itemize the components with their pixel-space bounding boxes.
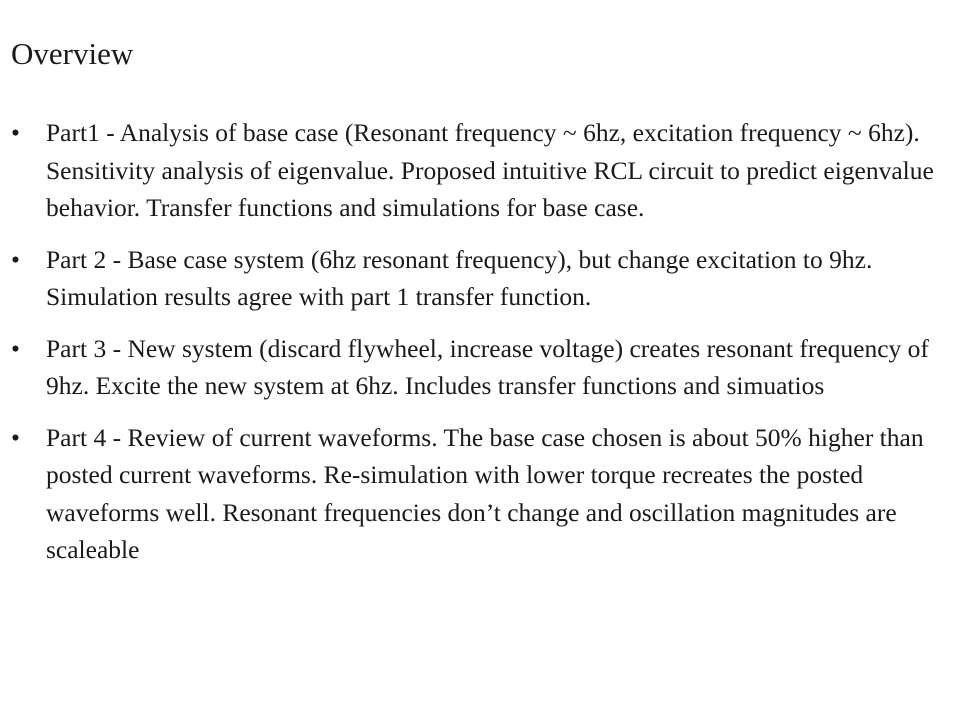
bullet-item-2: [0, 241, 960, 316]
bullet-text: Part 2 - Base case system (6hz resonant frequency), but change excitation to 9hz. Simulation results agree with part 1 transfer function.: [46, 244, 873, 311]
bullet-icon: •: [11, 118, 20, 147]
bullet-icon: •: [11, 422, 20, 452]
bullet-text: Part 3 - New system (discard flywheel, increase voltage) creates resonant frequency of 9hz. Excite the new system at 6hz. Includes transfer functions and simuatios: [46, 333, 929, 400]
bullet-icon: •: [11, 244, 20, 274]
bullet-icon: •: [11, 333, 20, 363]
bullet-item-4: [0, 419, 960, 569]
bullet-item-3: [0, 330, 960, 405]
bullet-list: [0, 114, 960, 583]
slide-title: Overview: [11, 36, 134, 71]
bullet-text: Part1 - Analysis of base case (Resonant frequency ~ 6hz, excitation frequency ~ 6hz). Sensitivity analysis of eigenvalue. Proposed intuitive RCL circuit to predict eigenvalue behavior. Transfer functions and simulations for base case.: [46, 118, 934, 222]
bullet-text: Part 4 - Review of current waveforms. The base case chosen is about 50% higher than posted current waveforms. Re-simulation with lower torque recreates the posted waveforms well. Resonant frequencies don’t change and oscillation magnitudes are scaleable: [46, 422, 924, 564]
bullet-item-1: [0, 114, 960, 227]
